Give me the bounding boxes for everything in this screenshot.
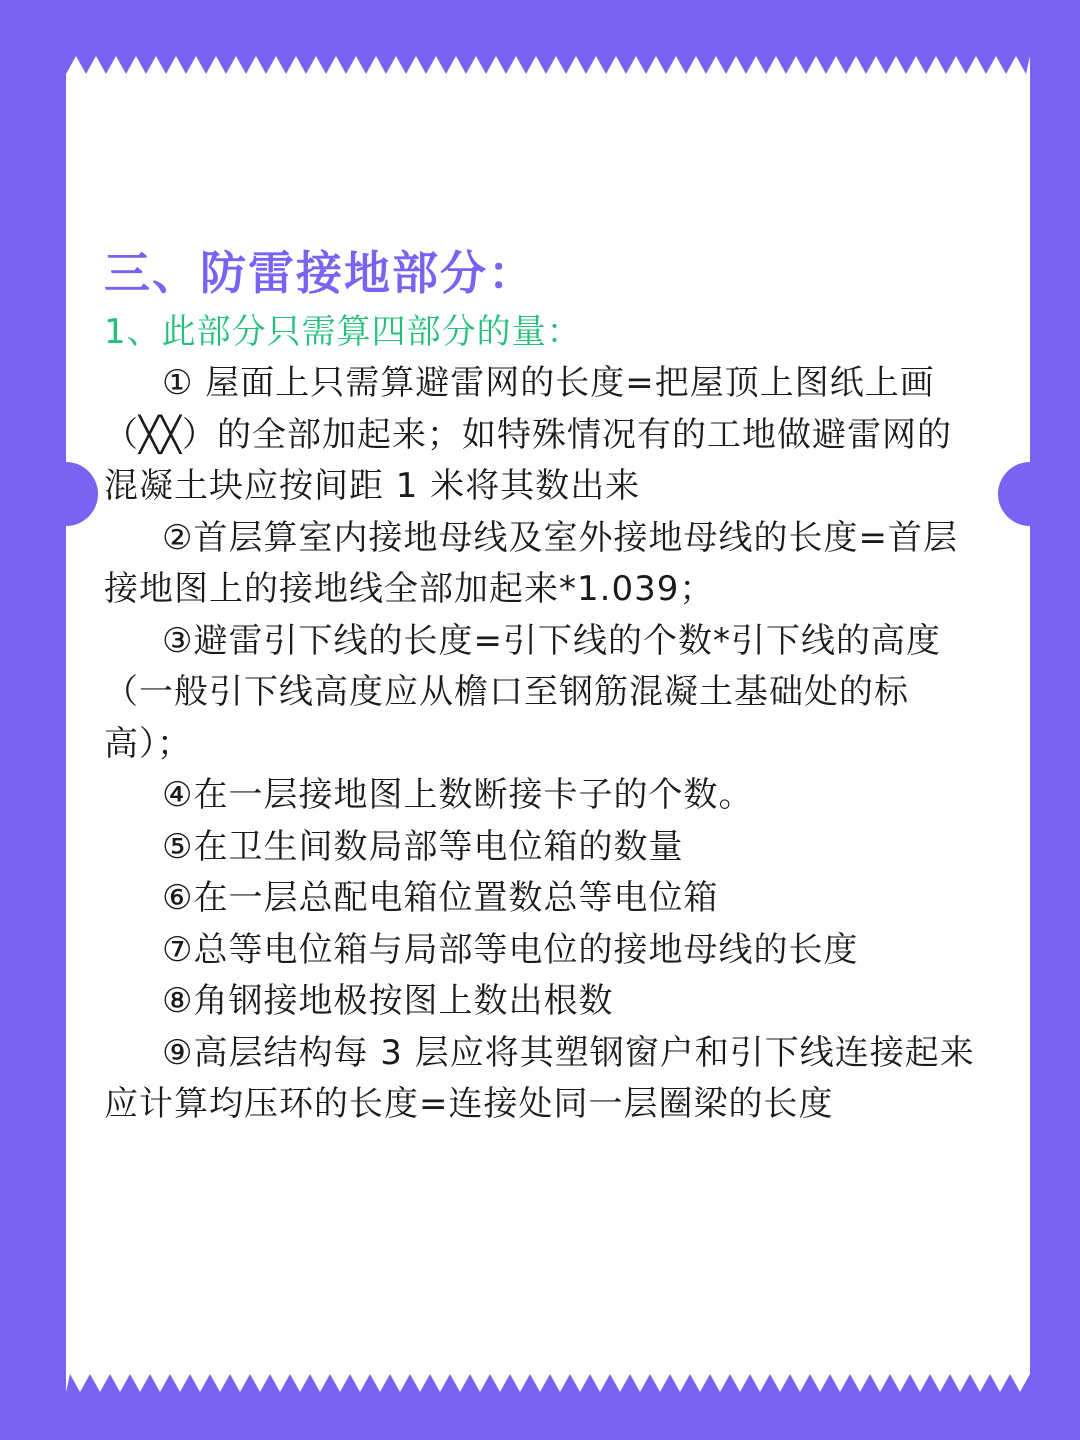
list-item: ⑥在一层总配电箱位置数总等电位箱 xyxy=(162,878,719,918)
list-item: ⑨高层结构每 3 层应将其塑钢窗户和引下线连接起来应计算均压环的长度=连接处同一层圈梁的长度 xyxy=(104,1032,975,1124)
list-item: ④在一层接地图上数断接卡子的个数。 xyxy=(162,775,754,815)
item-list xyxy=(104,358,984,1131)
list-item: ① 屋面上只需算避雷网的长度=把屋顶上图纸上画（╳╳）的全部加起来；如特殊情况有的工地做避雷网的混凝土块应按间距 1 米将其数出来 xyxy=(104,363,952,506)
list-item: ②首层算室内接地母线及室外接地母线的长度=首层接地图上的接地线全部加起来*1.039； xyxy=(104,517,958,609)
document-body xyxy=(104,240,984,1131)
section-subtitle: 1、此部分只需算四部分的量： xyxy=(104,312,582,352)
list-item: ③避雷引下线的长度=引下线的个数*引下线的高度（一般引下线高度应从檐口至钢筋混凝土基础处的标高）； xyxy=(104,620,941,764)
section-title: 三、防雷接地部分： xyxy=(104,246,536,300)
list-item: ⑤在卫生间数局部等电位箱的数量 xyxy=(162,826,684,867)
list-item: ⑦总等电位箱与局部等电位的接地母线的长度 xyxy=(162,929,859,970)
list-item: ⑧角钢接地极按图上数出根数 xyxy=(162,981,614,1021)
